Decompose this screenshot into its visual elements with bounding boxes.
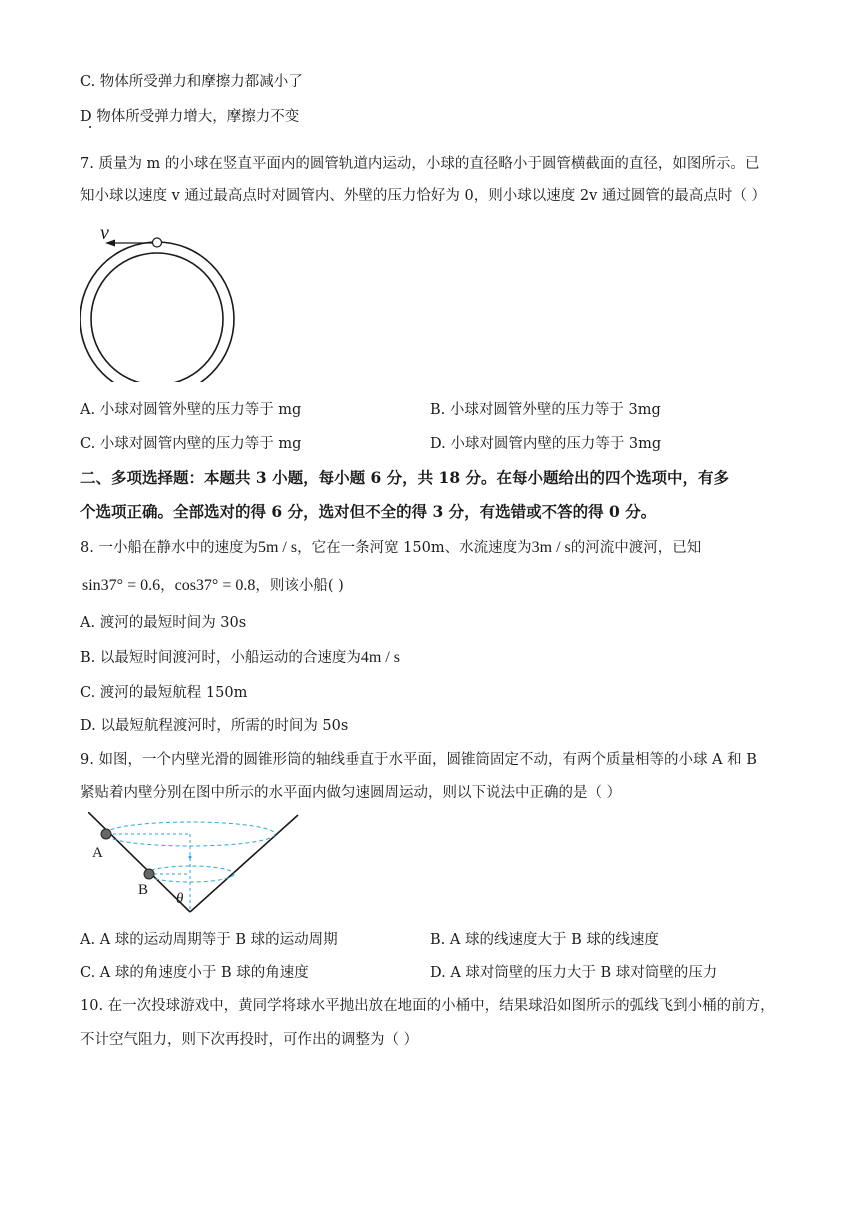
q8-option-b-speed: 4m / s	[360, 649, 400, 666]
q10-stem-line2: 不计空气阻力，则下次再投时，可作出的调整为（ ）	[80, 1032, 419, 1048]
q6-option-d: D 物体所受弹力增大，摩擦力不变	[80, 109, 300, 125]
stray-dot	[89, 126, 91, 128]
q8-option-b-text: B. 以最短时间渡河时，小船运动的合速度为	[80, 650, 361, 666]
ball-a	[101, 829, 111, 839]
ball	[153, 238, 162, 247]
q8-water-speed: 3m / s	[531, 539, 571, 556]
q7-option-c: C. 小球对圆管内壁的压力等于 mg	[80, 436, 302, 452]
q9-option-a: A. A 球的运动周期等于 B 球的运动周期	[80, 932, 338, 948]
q8-option-c: C. 渡河的最短航程 150m	[80, 685, 248, 701]
q7-option-d: D. 小球对圆管内壁的压力等于 3mg	[430, 436, 662, 452]
q9-option-d: D. A 球对筒壁的压力大于 B 球对筒壁的压力	[430, 965, 718, 981]
q7-stem-line1: 7. 质量为 m 的小球在竖直平面内的圆管轨道内运动，小球的直径略小于圆管横截面的直径，如图所示。已	[80, 156, 760, 172]
q8-sin-value: sin37° = 0.6	[82, 577, 161, 594]
q7-option-a: A. 小球对圆管外壁的压力等于 mg	[80, 402, 302, 418]
q9-stem-line2: 紧贴着内壁分别在图中所示的水平面内做匀速圆周运动，则以下说法中正确的是（ ）	[80, 785, 622, 801]
q9-option-c: C. A 球的角速度小于 B 球的角速度	[80, 965, 309, 981]
ball-b	[144, 869, 154, 879]
q8-stem-text-a: 8. 一小船在静水中的速度为	[80, 540, 258, 556]
q8-boat-speed: 5m / s	[257, 539, 298, 556]
q7-circular-tube-figure	[80, 220, 240, 382]
q8-option-d: D. 以最短航程渡河时，所需的时间为 50s	[80, 718, 349, 734]
q8-stem-text-b: ，它在一条河宽 150m、水流速度为	[297, 540, 532, 556]
ball-b-label: B	[138, 882, 149, 898]
velocity-label: v	[100, 222, 109, 244]
q8-option-a: A. 渡河的最短时间为 30s	[80, 615, 247, 631]
q9-cone-figure	[88, 812, 304, 918]
q8-option-b	[80, 648, 400, 668]
q8-stem-line1	[80, 538, 701, 558]
q7-option-b: B. 小球对圆管外壁的压力等于 3mg	[430, 402, 661, 418]
q8-cos-value: cos37° = 0.8	[174, 577, 256, 594]
cone-right-wall	[190, 815, 298, 912]
q10-stem-line1: 10. 在一次投球游戏中，黄同学将球水平抛出放在地面的小桶中，结果球沿如图所示的弧线飞到小桶的前方，	[80, 998, 775, 1014]
tube-outer-wall	[80, 242, 234, 382]
theta-label: θ	[176, 891, 184, 907]
q6-option-c: C. 物体所受弹力和摩擦力都减小了	[80, 74, 303, 90]
ball-a-label: A	[92, 845, 103, 861]
q9-stem-line1: 9. 如图，一个内壁光滑的圆锥形筒的轴线垂直于水平面，圆锥筒固定不动，有两个质量相等的小球 A 和 B	[80, 752, 757, 768]
q8-separator: ，	[160, 578, 175, 594]
q8-stem-line2	[82, 576, 344, 596]
tube-inner-wall	[91, 253, 223, 382]
q9-option-b: B. A 球的线速度大于 B 球的线速度	[430, 932, 659, 948]
q8-stem-tail: ，则该小船( )	[255, 578, 344, 594]
q7-stem-line2: 知小球以速度 v 通过最高点时对圆管内、外壁的压力恰好为 0，则小球以速度 2v 通过圆管的最高点时（ ）	[80, 188, 766, 204]
q8-stem-text-c: 的河流中渡河，已知	[570, 540, 702, 556]
section2-title-line1: 二、多项选择题：本题共 3 小题，每小题 6 分，共 18 分。在每小题给出的四个选项中，有多	[80, 468, 730, 487]
section2-title-line2: 个选项正确。全部选对的得 6 分，选对但不全的得 3 分，有选错或不答的得 0 分。	[80, 502, 657, 521]
axis-mark	[189, 856, 192, 859]
